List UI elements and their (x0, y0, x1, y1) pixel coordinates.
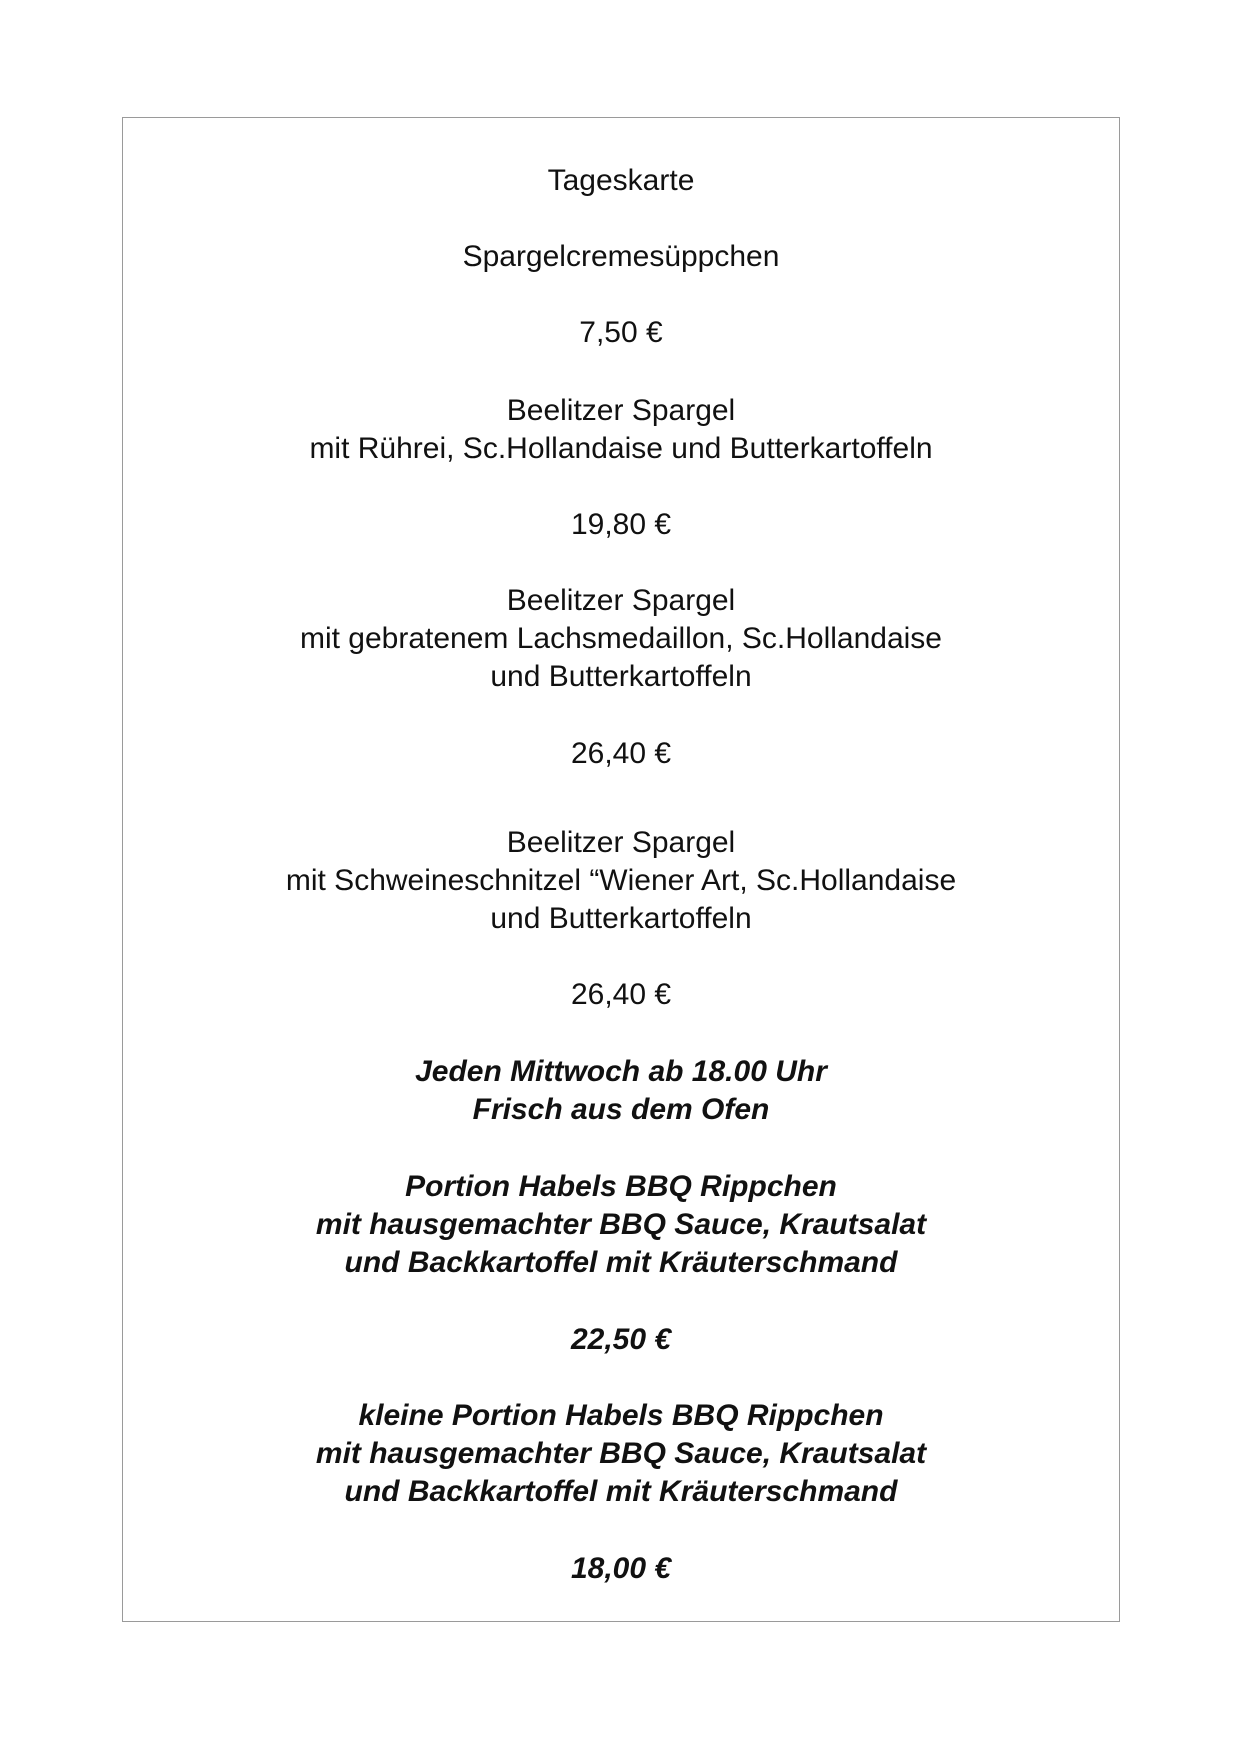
bbq-small-line1: kleine Portion Habels BBQ Rippchen (358, 1399, 884, 1432)
bbq-small-line2: mit hausgemachter BBQ Sauce, Krautsalat (315, 1437, 927, 1470)
bbq-large-price: 22,50 € (570, 1323, 672, 1356)
dish2-line1: Beelitzer Spargel (506, 584, 736, 617)
dish3-price: 26,40 € (570, 978, 672, 1011)
dish2-price: 26,40 € (570, 737, 672, 770)
soup-name: Spargelcremesüppchen (462, 240, 780, 273)
special-line2: Frisch aus dem Ofen (472, 1093, 770, 1126)
bbq-large-line2: mit hausgemachter BBQ Sauce, Krautsalat (315, 1208, 927, 1241)
dish1-line2: mit Rührei, Sc.Hollandaise und Butterkartoffeln (309, 432, 933, 465)
dish3-line2: mit Schweineschnitzel “Wiener Art, Sc.Hollandaise (285, 864, 957, 897)
dish1-price: 19,80 € (570, 508, 672, 541)
menu-title: Tageskarte (547, 164, 695, 197)
dish3-line3: und Butterkartoffeln (490, 902, 752, 935)
dish3-line1: Beelitzer Spargel (506, 826, 736, 859)
menu-card (122, 117, 1120, 1622)
bbq-large-line3: und Backkartoffel mit Kräuterschmand (344, 1246, 898, 1279)
bbq-small-line3: und Backkartoffel mit Kräuterschmand (344, 1475, 898, 1508)
special-line1: Jeden Mittwoch ab 18.00 Uhr (415, 1055, 827, 1088)
bbq-small-price: 18,00 € (570, 1552, 672, 1585)
dish2-line3: und Butterkartoffeln (490, 660, 752, 693)
dish1-line1: Beelitzer Spargel (506, 394, 736, 427)
dish2-line2: mit gebratenem Lachsmedaillon, Sc.Hollandaise (299, 622, 942, 655)
soup-price: 7,50 € (579, 316, 663, 349)
bbq-large-line1: Portion Habels BBQ Rippchen (405, 1170, 837, 1203)
